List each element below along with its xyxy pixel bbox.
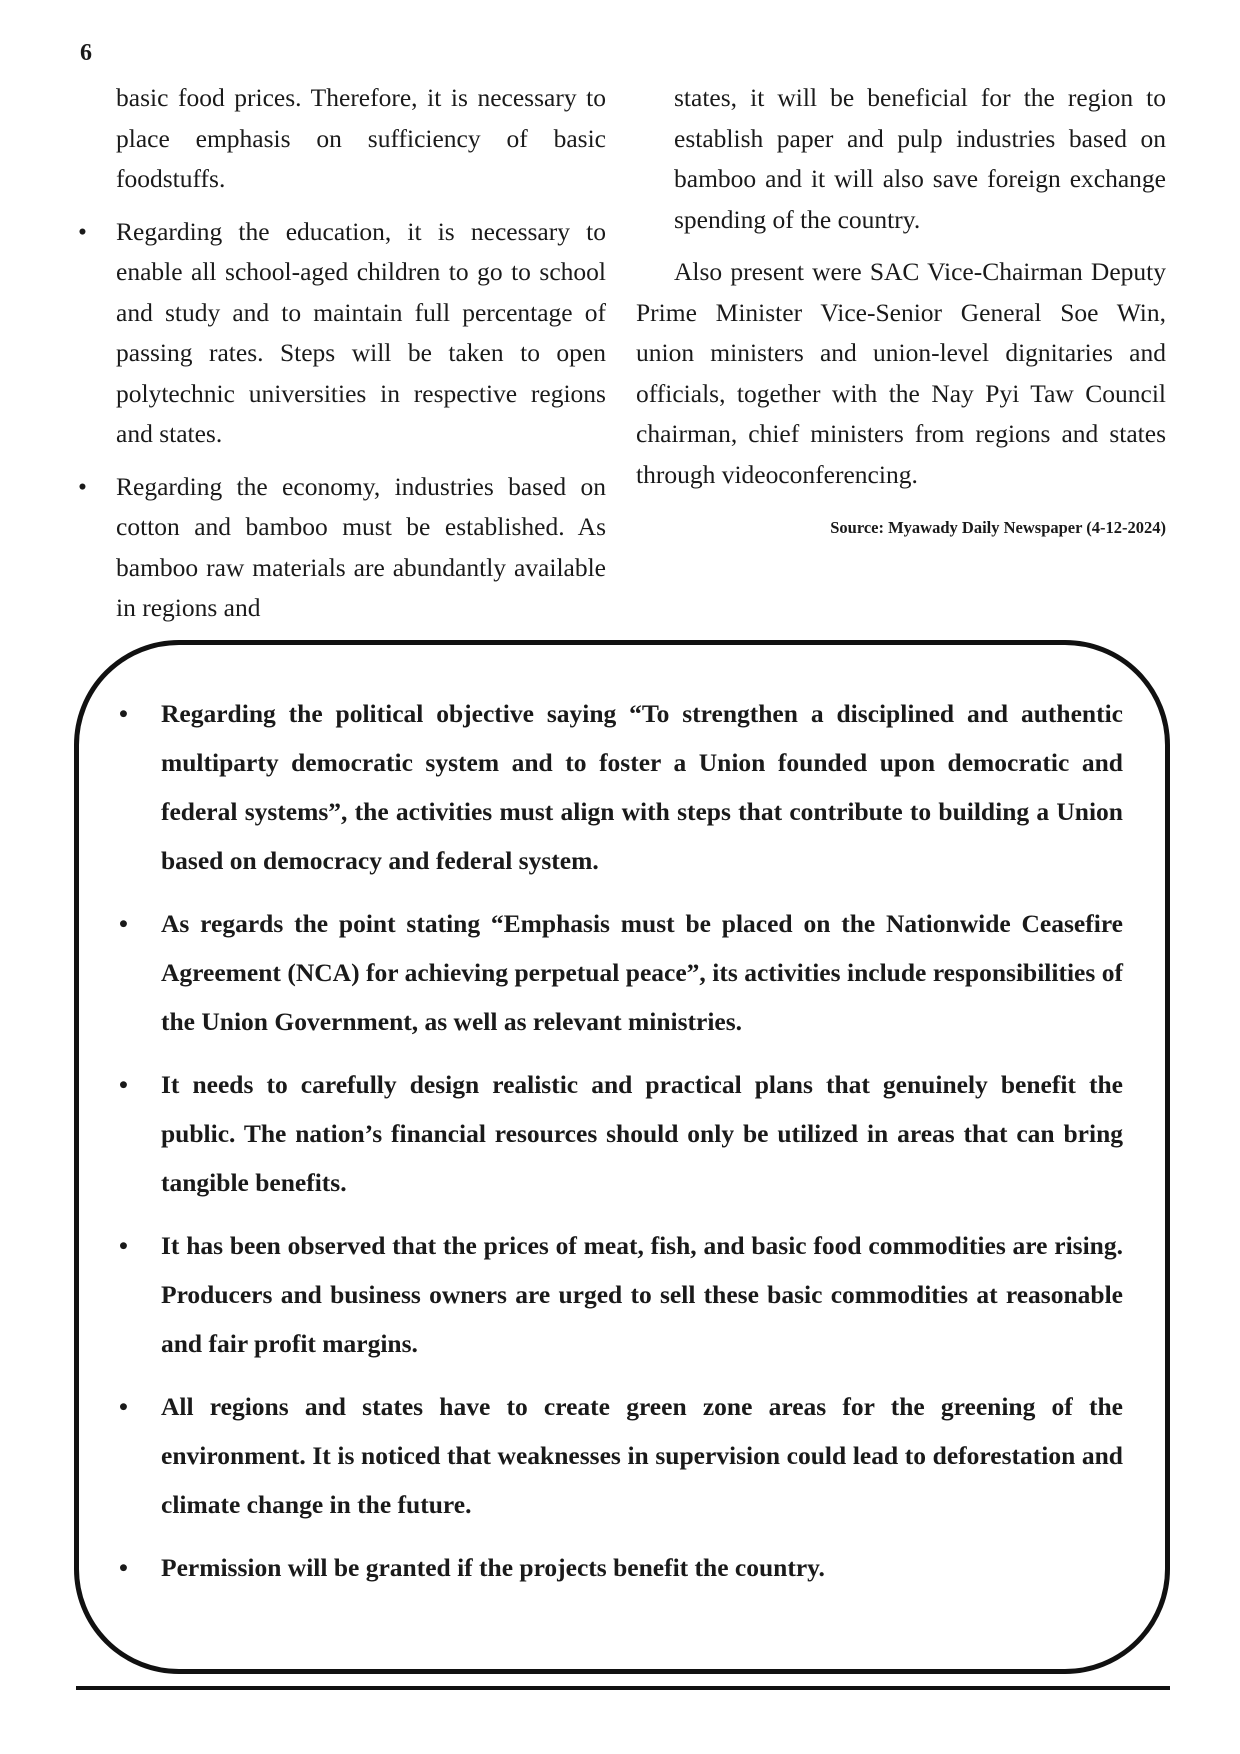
list-item — [119, 1543, 1123, 1592]
source-credit: Source: Myawady Daily Newspaper (4-12-2024) — [830, 518, 1166, 537]
list-item — [119, 1060, 1123, 1207]
left-column — [76, 78, 606, 641]
bottom-divider — [76, 1686, 1170, 1690]
bullet-text: Regarding the political objective saying “To strengthen a disciplined and authentic multiparty democratic system and to foster a Union founded upon democratic and federal systems”, the activities must align with steps that contribute to building a Union based on democracy and federal system. — [161, 699, 1123, 875]
bullet-text: Regarding the education, it is necessary to enable all school-aged children to go to school and study and to maintain full percentage of passing rates. Steps will be taken to open polytechnic universities in respective regions and states. — [116, 216, 606, 448]
bullet-icon: • — [78, 471, 87, 501]
list-item — [119, 689, 1123, 885]
list-item — [119, 1382, 1123, 1529]
list-item — [76, 467, 606, 629]
bullet-icon: • — [78, 216, 87, 246]
bullet-text: Regarding the economy, industries based on cotton and bamboo must be established. As bamboo raw materials are abundantly available in regions and — [116, 471, 606, 622]
bullet-icon: • — [119, 1231, 128, 1260]
bullet-icon: • — [119, 1553, 128, 1582]
bullet-text: It needs to carefully design realistic and practical plans that genuinely benefit the public. The nation’s financial resources should only be utilized in areas that can bring tangible benefits. — [161, 1070, 1123, 1197]
list-item — [119, 899, 1123, 1046]
right-continuation-text: states, it will be beneficial for the region to establish paper and pulp industries based on bamboo and it will also save foreign exchange spending of the country. — [674, 83, 1166, 234]
left-continuation-text: basic food prices. Therefore, it is necessary to place emphasis on sufficiency of basic foodstuffs. — [116, 83, 606, 193]
list-item — [119, 1221, 1123, 1368]
bullet-text: Permission will be granted if the projects benefit the country. — [161, 1553, 825, 1582]
bullet-icon: • — [119, 1070, 128, 1099]
right-column — [636, 78, 1166, 641]
article-columns — [76, 78, 1166, 641]
attendees-paragraph: Also present were SAC Vice-Chairman Deputy Prime Minister Vice-Senior General Soe Win, union ministers and union-level dignitaries and officials, together with the Nay Pyi Taw Council chairman, chief ministers from regions and states through videoconferencing. — [636, 257, 1166, 489]
bullet-text: All regions and states have to create green zone areas for the greening of the environment. It is noticed that weaknesses in supervision could lead to deforestation and climate change in the future. — [161, 1392, 1123, 1519]
bullet-text: As regards the point stating “Emphasis must be placed on the Nationwide Ceasefire Agreement (NCA) for achieving perpetual peace”, its activities include responsibilities of the Union Government, as well as relevant ministries. — [161, 909, 1123, 1036]
highlight-box — [74, 640, 1170, 1674]
bullet-icon: • — [119, 699, 128, 728]
list-item — [76, 212, 606, 455]
bullet-icon: • — [119, 909, 128, 938]
page-number: 6 — [80, 40, 92, 66]
left-bullet-list — [76, 212, 606, 629]
highlight-bullet-list — [119, 689, 1123, 1606]
bullet-text: It has been observed that the prices of meat, fish, and basic food commodities are rising. Producers and business owners are urged to sell these basic commodities at reasonable and fair profit margins. — [161, 1231, 1123, 1358]
bullet-icon: • — [119, 1392, 128, 1421]
